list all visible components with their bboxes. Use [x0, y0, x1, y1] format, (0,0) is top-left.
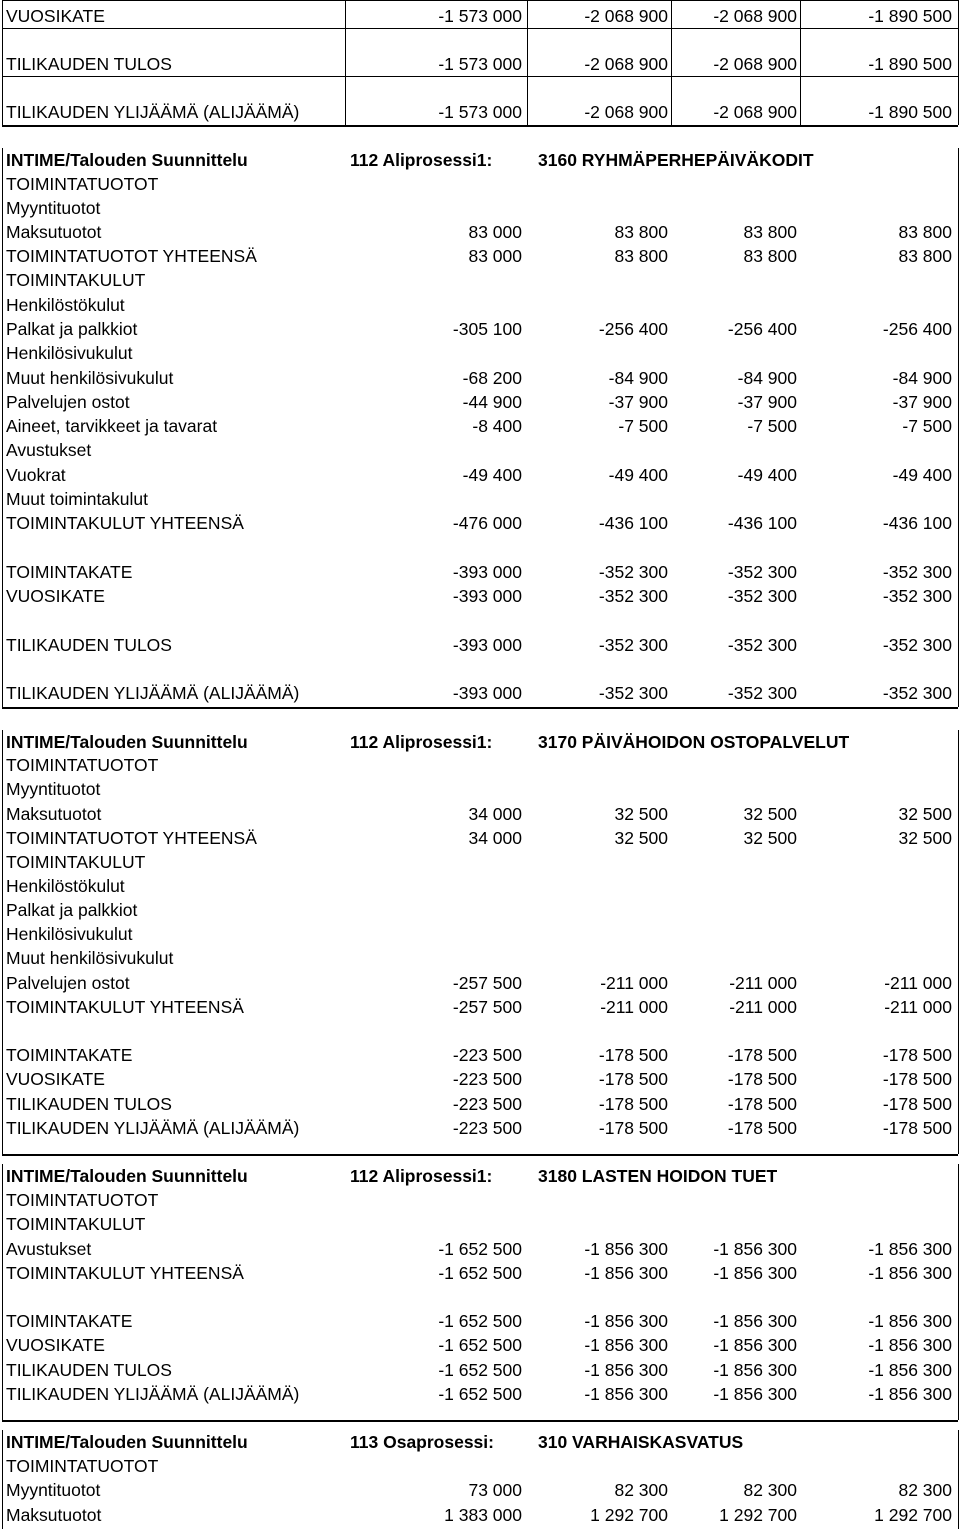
row-label: VUOSIKATE: [6, 586, 105, 606]
value-cell: -223 500: [452, 1069, 522, 1089]
value-cell: -1 856 300: [868, 1360, 952, 1380]
grid-line: [2, 1430, 3, 1529]
section-divider: [2, 1420, 958, 1422]
row-label: Aineet, tarvikkeet ja tavarat: [6, 416, 218, 436]
value-cell: -393 000: [452, 683, 522, 703]
row-label: Myyntituotot: [6, 198, 101, 218]
table-row: [0, 584, 960, 608]
value-cell: -1 652 500: [438, 1335, 522, 1355]
grid-line: [958, 730, 959, 1154]
value-cell: 1 292 700: [719, 1505, 797, 1525]
row-label: TILIKAUDEN TULOS: [6, 1094, 172, 1114]
value-cell: 1 292 700: [874, 1505, 952, 1525]
value-cell: -352 300: [598, 635, 668, 655]
header-unit: 3160 RYHMÄPERHEPÄIVÄKODIT: [538, 150, 814, 170]
table-row: [0, 995, 960, 1019]
value-cell: -352 300: [727, 562, 797, 582]
value-cell: 82 300: [614, 1480, 668, 1500]
value-cell: -2 068 900: [584, 6, 668, 26]
value-cell: 32 500: [743, 828, 797, 848]
table-row: [0, 463, 960, 487]
table-row: [0, 922, 960, 946]
value-cell: 32 500: [743, 804, 797, 824]
grid-line: [345, 0, 346, 125]
table-row: [0, 52, 960, 76]
value-cell: -49 400: [737, 465, 797, 485]
header-process: 112 Aliprosessi1:: [350, 150, 493, 170]
value-cell: -1 856 300: [713, 1263, 797, 1283]
value-cell: -178 500: [882, 1094, 952, 1114]
value-cell: -223 500: [452, 1045, 522, 1065]
value-cell: 82 300: [898, 1480, 952, 1500]
row-label: TILIKAUDEN YLIJÄÄMÄ (ALIJÄÄMÄ): [6, 1118, 300, 1138]
grid-line: [958, 1164, 959, 1420]
row-label: TOIMINTAKULUT: [6, 1214, 146, 1234]
value-cell: -211 000: [884, 997, 952, 1017]
row-label: TILIKAUDEN YLIJÄÄMÄ (ALIJÄÄMÄ): [6, 683, 300, 703]
row-label: TOIMINTATUOTOT: [6, 1190, 159, 1210]
table-row: [0, 1067, 960, 1091]
value-cell: -1 856 300: [868, 1335, 952, 1355]
value-cell: -256 400: [598, 319, 668, 339]
value-cell: -2 068 900: [584, 54, 668, 74]
value-cell: -352 300: [598, 586, 668, 606]
value-cell: -84 900: [608, 368, 668, 388]
row-label: Myyntituotot: [6, 1480, 101, 1500]
row-label: Maksutuotot: [6, 804, 102, 824]
value-cell: -178 500: [882, 1069, 952, 1089]
value-cell: 82 300: [743, 1480, 797, 1500]
value-cell: -1 856 300: [584, 1360, 668, 1380]
value-cell: -1 856 300: [868, 1263, 952, 1283]
table-row: [0, 100, 960, 124]
table-row: [0, 826, 960, 850]
row-label: TOIMINTATUOTOT: [6, 755, 159, 775]
value-cell: 83 800: [614, 222, 668, 242]
value-cell: -1 890 500: [868, 54, 952, 74]
value-cell: -1 890 500: [868, 102, 952, 122]
grid-line: [2, 148, 3, 707]
value-cell: -178 500: [598, 1069, 668, 1089]
row-label: VUOSIKATE: [6, 1069, 105, 1089]
value-cell: 34 000: [468, 828, 522, 848]
row-label: TILIKAUDEN YLIJÄÄMÄ (ALIJÄÄMÄ): [6, 1384, 300, 1404]
row-label: TOIMINTATUOTOT YHTEENSÄ: [6, 828, 257, 848]
table-row: [0, 1358, 960, 1382]
value-cell: -211 000: [729, 997, 797, 1017]
value-cell: 32 500: [898, 804, 952, 824]
row-label: Avustukset: [6, 440, 92, 460]
table-row: [0, 1333, 960, 1357]
grid-line: [958, 148, 959, 707]
value-cell: -1 856 300: [713, 1360, 797, 1380]
row-label: TILIKAUDEN TULOS: [6, 1360, 172, 1380]
value-cell: 83 800: [898, 246, 952, 266]
row-label: TOIMINTAKULUT: [6, 852, 146, 872]
row-label: Avustukset: [6, 1239, 92, 1259]
grid-line: [958, 1430, 959, 1529]
grid-line: [2, 1164, 3, 1420]
table-row: [0, 268, 960, 292]
table-row: [0, 1212, 960, 1236]
value-cell: -393 000: [452, 562, 522, 582]
value-cell: -436 100: [727, 513, 797, 533]
value-cell: -7 500: [747, 416, 797, 436]
value-cell: -257 500: [452, 997, 522, 1017]
header-unit: 3180 LASTEN HOIDON TUET: [538, 1166, 778, 1186]
value-cell: -1 652 500: [438, 1360, 522, 1380]
table-row: [0, 560, 960, 584]
value-cell: -178 500: [598, 1118, 668, 1138]
value-cell: 83 000: [468, 222, 522, 242]
value-cell: 83 800: [743, 246, 797, 266]
table-row: [0, 390, 960, 414]
value-cell: -1 856 300: [868, 1384, 952, 1404]
header-process: 112 Aliprosessi1:: [350, 732, 493, 752]
value-cell: -352 300: [727, 635, 797, 655]
value-cell: -7 500: [618, 416, 668, 436]
table-row: [0, 293, 960, 317]
row-label: TOIMINTAKATE: [6, 1045, 133, 1065]
value-cell: -1 652 500: [438, 1311, 522, 1331]
value-cell: 32 500: [614, 804, 668, 824]
table-row: [0, 172, 960, 196]
row-label: Palvelujen ostot: [6, 392, 130, 412]
value-cell: -2 068 900: [584, 102, 668, 122]
header-source: INTIME/Talouden Suunnittelu: [6, 732, 248, 752]
value-cell: -352 300: [882, 635, 952, 655]
value-cell: -352 300: [598, 683, 668, 703]
value-cell: 83 000: [468, 246, 522, 266]
value-cell: -178 500: [727, 1094, 797, 1114]
section-header: [0, 1164, 960, 1188]
value-cell: -37 900: [737, 392, 797, 412]
value-cell: 83 800: [898, 222, 952, 242]
row-label: Myyntituotot: [6, 779, 101, 799]
value-cell: -352 300: [598, 562, 668, 582]
row-label: TILIKAUDEN TULOS: [6, 54, 172, 74]
value-cell: -211 000: [729, 973, 797, 993]
value-cell: -352 300: [882, 562, 952, 582]
value-cell: -49 400: [462, 465, 522, 485]
table-row: [0, 874, 960, 898]
value-cell: -7 500: [902, 416, 952, 436]
row-label: TILIKAUDEN TULOS: [6, 635, 172, 655]
row-label: Palkat ja palkkiot: [6, 900, 138, 920]
table-row: [0, 196, 960, 220]
section-header: [0, 1430, 960, 1454]
row-label: Maksutuotot: [6, 222, 102, 242]
row-label: Vuokrat: [6, 465, 66, 485]
value-cell: 83 800: [614, 246, 668, 266]
table-row: [0, 487, 960, 511]
table-row: [0, 971, 960, 995]
value-cell: -393 000: [452, 635, 522, 655]
value-cell: -49 400: [892, 465, 952, 485]
value-cell: -1 890 500: [868, 6, 952, 26]
value-cell: -1 856 300: [868, 1311, 952, 1331]
row-label: TOIMINTATUOTOT: [6, 1456, 159, 1476]
value-cell: -223 500: [452, 1118, 522, 1138]
header-source: INTIME/Talouden Suunnittelu: [6, 1166, 248, 1186]
table-row: [0, 898, 960, 922]
table-row: [0, 438, 960, 462]
row-label: Henkilösivukulut: [6, 924, 133, 944]
value-cell: -1 652 500: [438, 1384, 522, 1404]
table-row: [0, 1188, 960, 1212]
table-row: [0, 777, 960, 801]
value-cell: -1 652 500: [438, 1239, 522, 1259]
header-source: INTIME/Talouden Suunnittelu: [6, 150, 248, 170]
table-row: [0, 850, 960, 874]
row-label: Muut henkilösivukulut: [6, 368, 174, 388]
grid-line: [527, 0, 528, 125]
value-cell: -1 856 300: [584, 1384, 668, 1404]
value-cell: -436 100: [882, 513, 952, 533]
row-label: TOIMINTATUOTOT: [6, 174, 159, 194]
value-cell: 32 500: [898, 828, 952, 848]
table-row: [0, 1382, 960, 1406]
value-cell: -1 856 300: [584, 1335, 668, 1355]
table-row: [0, 1237, 960, 1261]
table-row: [0, 4, 960, 28]
header-source: INTIME/Talouden Suunnittelu: [6, 1432, 248, 1452]
header-process: 112 Aliprosessi1:: [350, 1166, 493, 1186]
table-row: [0, 341, 960, 365]
value-cell: -178 500: [598, 1094, 668, 1114]
row-label: Henkilösivukulut: [6, 343, 133, 363]
value-cell: -223 500: [452, 1094, 522, 1114]
value-cell: -211 000: [600, 997, 668, 1017]
row-label: TOIMINTAKATE: [6, 562, 133, 582]
section-divider: [2, 707, 958, 709]
value-cell: -178 500: [727, 1069, 797, 1089]
grid-line: [2, 28, 958, 29]
value-cell: -305 100: [452, 319, 522, 339]
value-cell: -178 500: [727, 1118, 797, 1138]
table-row: [0, 1261, 960, 1285]
value-cell: -84 900: [737, 368, 797, 388]
row-label: TOIMINTATUOTOT YHTEENSÄ: [6, 246, 257, 266]
value-cell: -1 856 300: [713, 1384, 797, 1404]
value-cell: -352 300: [882, 683, 952, 703]
table-row: [0, 802, 960, 826]
value-cell: -2 068 900: [713, 6, 797, 26]
value-cell: -352 300: [727, 683, 797, 703]
table-row: [0, 244, 960, 268]
value-cell: -476 000: [452, 513, 522, 533]
row-label: Palvelujen ostot: [6, 973, 130, 993]
value-cell: -1 856 300: [713, 1239, 797, 1259]
value-cell: 32 500: [614, 828, 668, 848]
table-row: [0, 946, 960, 970]
value-cell: 34 000: [468, 804, 522, 824]
grid-line: [2, 76, 958, 77]
value-cell: -68 200: [462, 368, 522, 388]
value-cell: -393 000: [452, 586, 522, 606]
grid-line: [800, 0, 801, 125]
row-label: Palkat ja palkkiot: [6, 319, 138, 339]
table-row: [0, 1454, 960, 1478]
value-cell: -352 300: [882, 586, 952, 606]
row-label: TOIMINTAKULUT YHTEENSÄ: [6, 513, 244, 533]
table-row: [0, 414, 960, 438]
grid-line: [2, 0, 958, 1]
table-row: [0, 753, 960, 777]
section-header: [0, 730, 960, 754]
section-divider: [2, 125, 958, 127]
value-cell: -44 900: [462, 392, 522, 412]
row-label: TOIMINTAKATE: [6, 1311, 133, 1331]
table-row: [0, 1043, 960, 1067]
value-cell: -37 900: [608, 392, 668, 412]
value-cell: -256 400: [882, 319, 952, 339]
value-cell: -257 500: [452, 973, 522, 993]
value-cell: -1 856 300: [584, 1239, 668, 1259]
header-unit: 3170 PÄIVÄHOIDON OSTOPALVELUT: [538, 732, 850, 752]
value-cell: -1 856 300: [868, 1239, 952, 1259]
grid-line: [671, 0, 672, 125]
table-row: [0, 1092, 960, 1116]
section-divider: [2, 1154, 958, 1156]
value-cell: -178 500: [882, 1045, 952, 1065]
section-header: [0, 148, 960, 172]
table-row: [0, 1478, 960, 1502]
grid-line: [2, 0, 3, 125]
row-label: TILIKAUDEN YLIJÄÄMÄ (ALIJÄÄMÄ): [6, 102, 300, 122]
value-cell: -178 500: [882, 1118, 952, 1138]
row-label: Muut henkilösivukulut: [6, 948, 174, 968]
row-label: TOIMINTAKULUT YHTEENSÄ: [6, 1263, 244, 1283]
value-cell: -37 900: [892, 392, 952, 412]
grid-line: [2, 730, 3, 1154]
row-label: VUOSIKATE: [6, 6, 105, 26]
value-cell: -1 856 300: [713, 1335, 797, 1355]
value-cell: -178 500: [727, 1045, 797, 1065]
table-row: [0, 511, 960, 535]
value-cell: -2 068 900: [713, 102, 797, 122]
row-label: Henkilöstökulut: [6, 876, 125, 896]
value-cell: -256 400: [727, 319, 797, 339]
value-cell: -1 573 000: [438, 54, 522, 74]
table-row: [0, 317, 960, 341]
grid-line: [958, 0, 959, 125]
table-row: [0, 633, 960, 657]
table-row: [0, 220, 960, 244]
value-cell: -1 652 500: [438, 1263, 522, 1283]
value-cell: -8 400: [472, 416, 522, 436]
value-cell: -211 000: [600, 973, 668, 993]
value-cell: 73 000: [468, 1480, 522, 1500]
table-row: [0, 1309, 960, 1333]
value-cell: -178 500: [598, 1045, 668, 1065]
header-unit: 310 VARHAISKASVATUS: [538, 1432, 744, 1452]
table-row: [0, 1503, 960, 1527]
row-label: Henkilöstökulut: [6, 295, 125, 315]
value-cell: -1 856 300: [713, 1311, 797, 1331]
row-label: TOIMINTAKULUT YHTEENSÄ: [6, 997, 244, 1017]
value-cell: -1 856 300: [584, 1263, 668, 1283]
value-cell: 83 800: [743, 222, 797, 242]
value-cell: -49 400: [608, 465, 668, 485]
table-row: [0, 366, 960, 390]
value-cell: -1 573 000: [438, 6, 522, 26]
row-label: TOIMINTAKULUT: [6, 270, 146, 290]
value-cell: -436 100: [598, 513, 668, 533]
table-row: [0, 1116, 960, 1140]
value-cell: -211 000: [884, 973, 952, 993]
value-cell: -1 856 300: [584, 1311, 668, 1331]
value-cell: -84 900: [892, 368, 952, 388]
table-row: [0, 681, 960, 705]
row-label: VUOSIKATE: [6, 1335, 105, 1355]
header-process: 113 Osaprosessi:: [350, 1432, 494, 1452]
row-label: Muut toimintakulut: [6, 489, 149, 509]
value-cell: 1 383 000: [444, 1505, 522, 1525]
value-cell: -2 068 900: [713, 54, 797, 74]
value-cell: 1 292 700: [590, 1505, 668, 1525]
value-cell: -352 300: [727, 586, 797, 606]
row-label: Maksutuotot: [6, 1505, 102, 1525]
value-cell: -1 573 000: [438, 102, 522, 122]
